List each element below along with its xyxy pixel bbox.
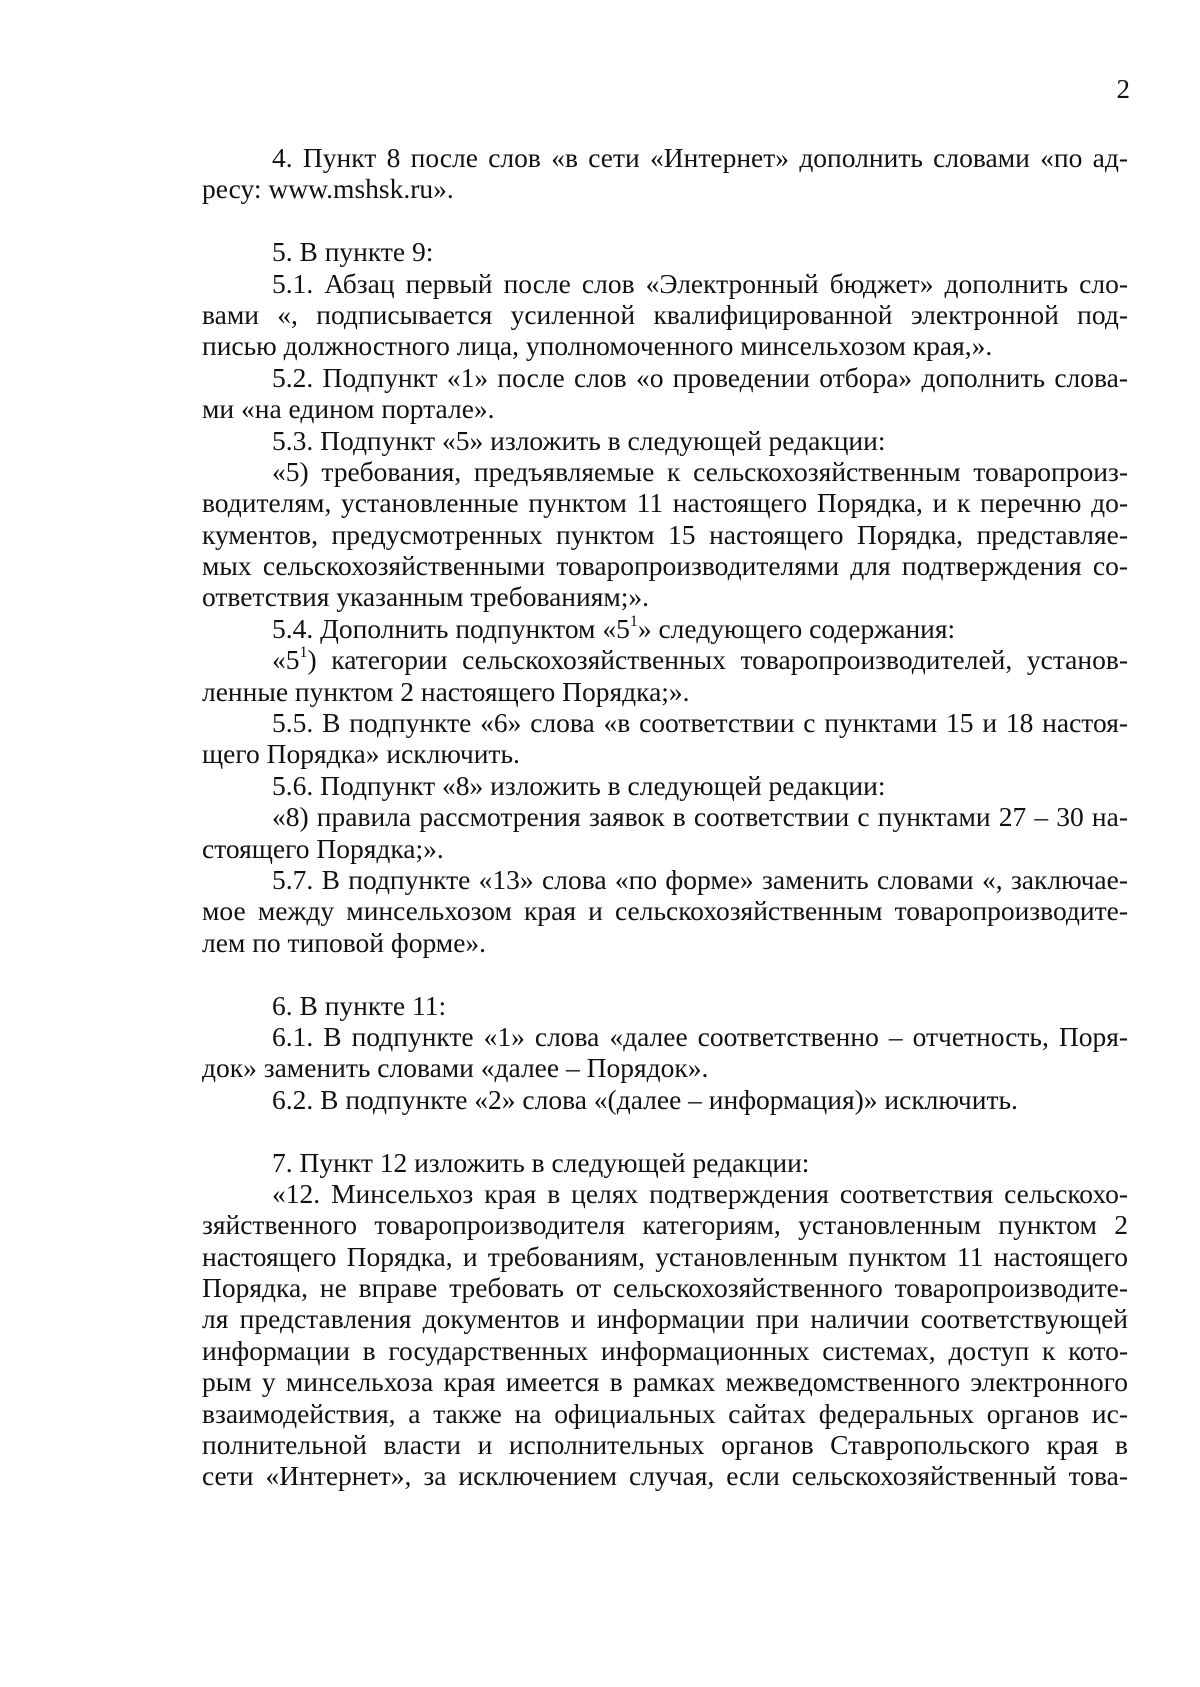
text-line: ресу: www.mshsk.ru». (202, 173, 454, 205)
text-line: зяйственного товаропроизводителя категориям, установленным пунктом 2 (202, 1209, 1128, 1241)
text-line: «$5^1$) категории сельскохозяйственных товаропроизводителей, установ- (272, 644, 1128, 676)
text-line: информации в государственных информационных системах, доступ к кото- (202, 1334, 1128, 1366)
text-line: рым у минсельхоза края имеется в рамках межведомственного электронного (202, 1366, 1128, 1398)
text-line: 5.6. Подпункт «8» изложить в следующей редакции: (272, 769, 886, 801)
text-line: мое между минсельхозом края и сельскохозяйственным товаропроизводите- (202, 895, 1128, 927)
text-line: 5.2. Подпункт «1» после слов «о проведении отбора» дополнить слова- (272, 361, 1128, 393)
text-line: ми «на едином портале». (202, 393, 495, 425)
paragraph-gap (202, 1115, 1128, 1146)
text-line: взаимодействия, а также на официальных сайтах федеральных органов ис- (202, 1397, 1128, 1429)
text-line: мых сельскохозяйственными товаропроизводителями для подтверждения со- (202, 550, 1128, 582)
text-line: сети «Интернет», за исключением случая, если сельскохозяйственный това- (202, 1460, 1128, 1492)
text-line: док» заменить словами «далее – Порядок». (202, 1052, 709, 1084)
text-line: стоящего Порядка;». (202, 832, 444, 864)
text-line: водителям, установленные пунктом 11 настоящего Порядка, и к перечню до- (202, 487, 1128, 519)
text-line: вами «, подписывается усиленной квалифицированной электронной под- (202, 298, 1128, 330)
text-line: 5.5. В подпункте «6» слова «в соответствии с пунктами 15 и 18 настоя- (272, 707, 1128, 739)
text-line: 5.7. В подпункте «13» слова «по форме» заменить словами «, заключае- (272, 863, 1128, 895)
text-line: ленные пунктом 2 настоящего Порядка;». (202, 675, 690, 707)
text-line: настоящего Порядка, и требованиям, установленным пунктом 11 настоящего (202, 1240, 1128, 1272)
text-line: 5.3. Подпункт «5» изложить в следующей редакции: (272, 424, 886, 456)
text-line: Порядка, не вправе требовать от сельскохозяйственного товаропроизводите- (202, 1272, 1128, 1304)
text-line: 5.1. Абзац первый после слов «Электронный бюджет» дополнить сло- (272, 267, 1128, 299)
superscript: 1 (629, 612, 638, 630)
text-line: 6.2. В подпункте «2» слова «(далее – информация)» исключить. (272, 1083, 1018, 1115)
text-line: 6.1. В подпункте «1» слова «далее соответственно – отчетность, Поря- (272, 1020, 1128, 1052)
paragraph-gap (202, 205, 1128, 236)
document-body (202, 142, 1128, 1492)
paragraph-gap (202, 958, 1128, 989)
text-line: полнительной власти и исполнительных органов Ставропольского края в (202, 1429, 1128, 1461)
text-line: «5) требования, предъявляемые к сельскохозяйственным товаропроиз- (272, 455, 1128, 487)
text-line: 5.4. Дополнить подпунктом «$5^1$» следующего содержания: (272, 612, 956, 644)
text-line: «8) правила рассмотрения заявок в соответствии с пунктами 27 – 30 на- (272, 801, 1128, 833)
text-line: писью должностного лица, уполномоченного минсельхозом края,». (202, 330, 993, 362)
text-line: ответствия указанным требованиям;». (202, 581, 650, 613)
text-line: «12. Минсельхоз края в целях подтверждения соответствия сельскохо- (272, 1177, 1128, 1209)
superscript: 1 (299, 644, 308, 662)
text-line: ля представления документов и информации при наличии соответствующей (202, 1303, 1128, 1335)
text-line: 4. Пункт 8 после слов «в сети «Интернет» дополнить словами «по ад- (272, 142, 1128, 173)
text-line: 6. В пункте 11: (272, 989, 447, 1021)
text-line: 7. Пункт 12 изложить в следующей редакции: (272, 1146, 810, 1178)
text-line: лем по типовой форме». (202, 926, 487, 958)
text-line: щего Порядка» исключить. (202, 738, 520, 770)
text-line: 5. В пункте 9: (272, 236, 434, 268)
text-line: кументов, предусмотренных пунктом 15 настоящего Порядка, представляе- (202, 518, 1128, 550)
page-number: 2 (1116, 74, 1130, 104)
